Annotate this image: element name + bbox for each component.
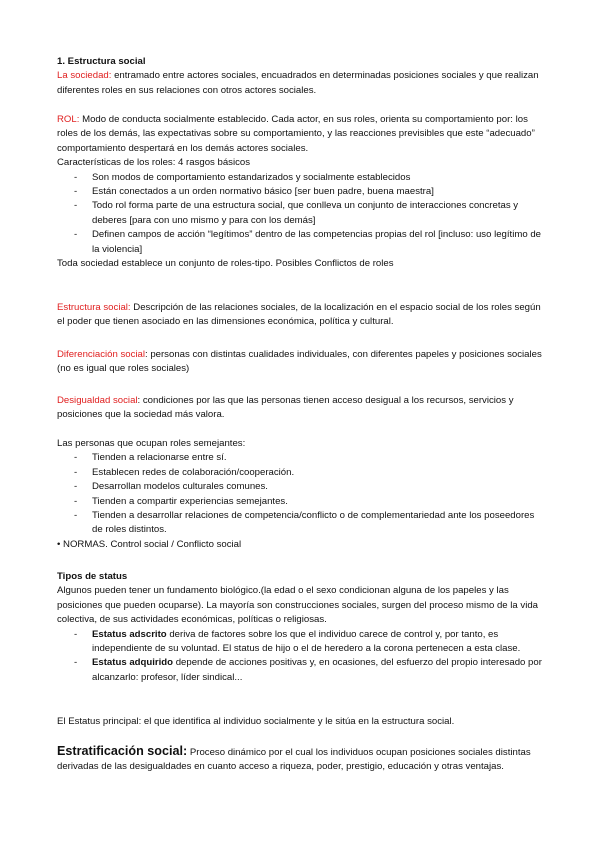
rol-term: ROL: [57,114,80,125]
status-list [57,628,547,686]
diferenciacion-term: Diferenciación social [57,349,145,360]
desigualdad-section [57,394,547,423]
roles-semejantes-section [57,437,547,552]
status-adscrito-term: Estatus adscrito [92,628,167,640]
list-item: - Tienden a compartir experiencias semejantes. [57,495,547,509]
desigualdad-text: : condiciones por las que las personas tienen acceso desigual a los recursos, servicios y posiciones que la sociedad más valora. [57,395,514,421]
desigualdad-term: Desigualdad social [57,395,138,406]
estructura-text: Descripción de las relaciones sociales, de la localización en el espacio social de los roles según el poder que tienen asociado en las dimensiones económica, política y cultural. [57,302,541,328]
rol-closing: Toda sociedad establece un conjunto de roles-tipo. Posibles Conflictos de roles [57,258,394,270]
list-item: - Desarrollan modelos culturales comunes. [57,480,547,494]
roles-semejantes-intro: Las personas que ocupan roles semejantes: [57,438,246,449]
rasgos-intro: Características de los roles: 4 rasgos básicos [57,157,251,169]
sociedad-definition [57,69,547,98]
list-item: - Definen campos de acción “legítimos” dentro de las competencias propias del rol [incluso: uso legítimo de la violencia] [57,228,547,257]
list-item: - Todo rol forma parte de una estructura social, que conlleva un conjunto de interacciones concretas y deberes [para con uno mismo y para con los demás] [57,199,547,228]
desigualdad-definition [57,394,547,423]
rol-definition [57,113,547,156]
status-section [57,570,547,685]
estratificacion-definition [57,744,547,775]
status-adquirido-text: depende de acciones positivas y, en ocasiones, del esfuerzo del propio interesado por alcanzarlo: profesor, líder sindical... [92,657,542,683]
rasgos-list [57,171,547,257]
sociedad-text: entramado entre actores sociales, encuadrados en determinadas posiciones sociales y que realizan diferentes roles en sus relaciones con otros actores sociales. [57,70,539,96]
normas-line: • NORMAS. Control social / Conflicto social [57,538,242,550]
diferenciacion-section [57,348,547,377]
sociedad-term: La sociedad: [57,70,112,82]
list-item [57,628,547,657]
estatus-principal: El Estatus principal: el que identifica al individuo socialmente y le sitúa en la estructura social. [57,716,455,727]
section-estructura-social [57,55,547,98]
estratificacion-term: Estratificación social: [57,744,188,758]
status-intro: Algunos pueden tener un fundamento biológico.(la edad o el sexo condicionan alguna de los papeles y las posiciones que pueden ocuparse). La mayoría son construcciones sociales, surgen del proceso mismo de la vida colectiva, de sus actividades económicas, políticas o religiosas. [57,585,539,626]
estratificacion-text: Proceso dinámico por el cual los individuos ocupan posiciones sociales distintas derivadas de las desigualdades en cuanto acceso a riqueza, poder, prestigio, educación y otras ventajas. [57,747,531,773]
list-item: - Establecen redes de colaboración/cooperación. [57,466,547,480]
diferenciacion-definition [57,348,547,377]
list-item: - Son modos de comportamiento estandarizados y socialmente establecidos [57,171,547,185]
list-item [57,656,547,685]
diferenciacion-text: : personas con distintas cualidades individuales, con diferentes papeles y posiciones sociales (no es igual que roles sociales) [57,349,542,375]
rol-text: Modo de conducta socialmente establecido. Cada actor, en sus roles, orienta su comportamiento por: los roles de los demás, las expectativas sobre su comportamiento, y las reacciones previsibles que este “adecuado” comportamiento despertará en los demás actores sociales. [57,114,535,154]
status-adscrito-text: deriva de factores sobre los que el individuo carece de control y, por tanto, es independiente de su voluntad. El status de hijo o el de heredero a la corona pertenecen a esta clase. [92,628,521,655]
rol-section [57,113,547,271]
status-adquirido-term: Estatus adquirido [92,657,174,669]
list-item: - Tienden a relacionarse entre sí. [57,451,547,465]
list-item: - Están conectados a un orden normativo básico [ser buen padre, buena maestra] [57,185,547,199]
estatus-principal-section [57,715,547,729]
list-item: - Tienden a desarrollar relaciones de competencia/conflicto o de complementariedad ante los poseedores de roles distintos. [57,509,547,538]
roles-semejantes-list [57,451,547,537]
estructura-term: Estructura social: [57,302,131,313]
estructura-definition [57,301,547,330]
estructura-section [57,301,547,330]
estratificacion-section [57,744,547,775]
status-title: Tipos de status [57,571,128,582]
section-title: 1. Estructura social [57,56,146,67]
